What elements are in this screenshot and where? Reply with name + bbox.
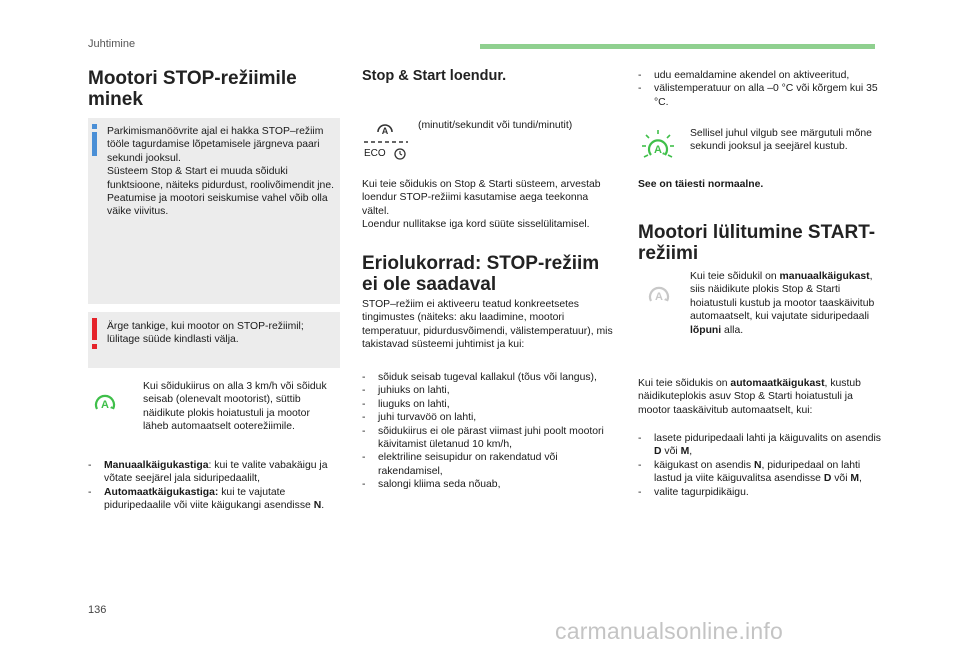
list-item: - juhiuks on lahti, (362, 384, 612, 397)
col1-title: Mootori STOP-režiimile minek (88, 68, 297, 110)
exceptions-title: Eriolukorrad: STOP-režiim ei ole saadaval (362, 253, 600, 295)
info-note-line: Parkimismanöövrite ajal ei hakka STOP–režiim tööle tagurdamise lõpetamisele järgneva paari sekundi jooksul. (107, 126, 324, 164)
eco-label: ECO (364, 148, 386, 159)
watermark: carmanualsonline.info (555, 618, 783, 644)
svg-text:A: A (654, 144, 662, 156)
warning-icon (90, 318, 100, 350)
exceptions-list-continued (638, 69, 883, 109)
page-number: 136 (88, 604, 107, 616)
stop-start-off-icon (647, 283, 671, 307)
svg-text:A: A (381, 126, 389, 136)
exceptions-intro: STOP–režiim ei aktiveeru teatud konkreetsetes tingimustes (näiteks: aku laadimine, mootori temperatuur, pidurdusvõimendi, välistemperatuur), mis takistavad süsteemi juhtimist ja kui: (362, 299, 613, 351)
stop-start-blinking-icon (640, 128, 676, 164)
warning-note-text: Ärge tankige, kui mootor on STOP-režiimil; lülitage süüde kindlasti välja. (107, 321, 304, 346)
blink-description: Sellisel juhul vilgub see märgutuli mõne sekundi jooksul ja seejärel kustub. (690, 128, 872, 153)
manual-start-text: Kui teie sõidukil on manuaalkäigukast, siis näidikute plokis Stop & Starti hoiatustuli kustub ja mootor taaskäivitub automaatselt, kui vajutate siduripedaali lõpuni alla. (690, 271, 875, 336)
start-mode-title: Mootori lülitumine START-režiimi (638, 222, 876, 264)
list-item: - Automaatkäigukastiga: kui te vajutate piduripedaalile või viite käigukangi asendisse N. (88, 486, 338, 513)
section-label: Juhtimine (88, 38, 136, 50)
list-item: - juhi turvavöö on lahti, (362, 411, 612, 424)
lamp-description: Kui sõidukiirus on alla 3 km/h või sõiduk seisab (olenevalt mootorist), süttib näidikute plokis hoiatustuli ja mootor läheb automaatselt ooterežiimile. (143, 381, 327, 433)
info-icon (90, 124, 100, 156)
list-item: - välistemperatuur on alla –0 °C või kõrgem kui 35 °C. (638, 82, 883, 109)
normal-note: See on täiesti normaalne. (638, 179, 764, 190)
exceptions-list (362, 371, 612, 492)
list-item: - sõiduk seisab tugeval kallakul (tõus või langus), (362, 371, 612, 384)
list-item: - Manuaalkäigukastiga: kui te valite vabakäigu ja võtate seejärel jala siduripedaalilt, (88, 459, 338, 486)
counter-title: Stop & Start loendur. (362, 68, 507, 84)
counter-paragraph: Kui teie sõidukis on Stop & Starti süsteem, arvestab loendur STOP-režiimi kasutamise aega teekonna vältel. Loendur nullitakse iga kord süüte sisselülitamisel. (362, 179, 601, 231)
list-item: - liuguks on lahti, (362, 398, 612, 411)
auto-start-text: Kui teie sõidukis on automaatkäigukast, kustub näidikuteplokis asuv Stop & Starti hoiatustuli ja mootor taaskäivitub automaatselt, kui: (638, 378, 861, 416)
counter-caption: (minutit/sekundit või tundi/minutit) (418, 120, 573, 131)
info-note-line: Peatumise ja mootori seiskumise vahel võib olla väike viivitus. (107, 193, 328, 218)
list-item: - sõidukiirus ei ole pärast viimast juhi poolt mootori käivitamist ületanud 10 km/h, (362, 425, 612, 452)
info-note-text (107, 125, 335, 219)
list-item: - valite tagurpidikäigu. (638, 486, 886, 499)
list-item: - salongi kliima seda nõuab, (362, 478, 612, 491)
info-note-line: Süsteem Stop & Start ei muuda sõiduki funktsioone, näiteks pidurdust, roolivõimendit jne. (107, 166, 334, 191)
list-item: - lasete piduripedaali lahti ja käiguvalits on asendis D või M, (638, 432, 886, 459)
list-item: - käigukast on asendis N, piduripedaal on lahti lastud ja viite käiguvalitsa asendisse D või M, (638, 459, 886, 486)
section-color-bar (480, 44, 875, 49)
list-item: - udu eemaldamine akendel on aktiveeritud, (638, 69, 883, 82)
svg-text:A: A (655, 291, 663, 303)
gearbox-list (88, 459, 338, 513)
svg-text:A: A (101, 399, 109, 411)
auto-start-list (638, 432, 886, 499)
list-item: - elektriline seisupidur on rakendatud või rakendamisel, (362, 451, 612, 478)
stop-start-lamp-icon (93, 391, 117, 415)
